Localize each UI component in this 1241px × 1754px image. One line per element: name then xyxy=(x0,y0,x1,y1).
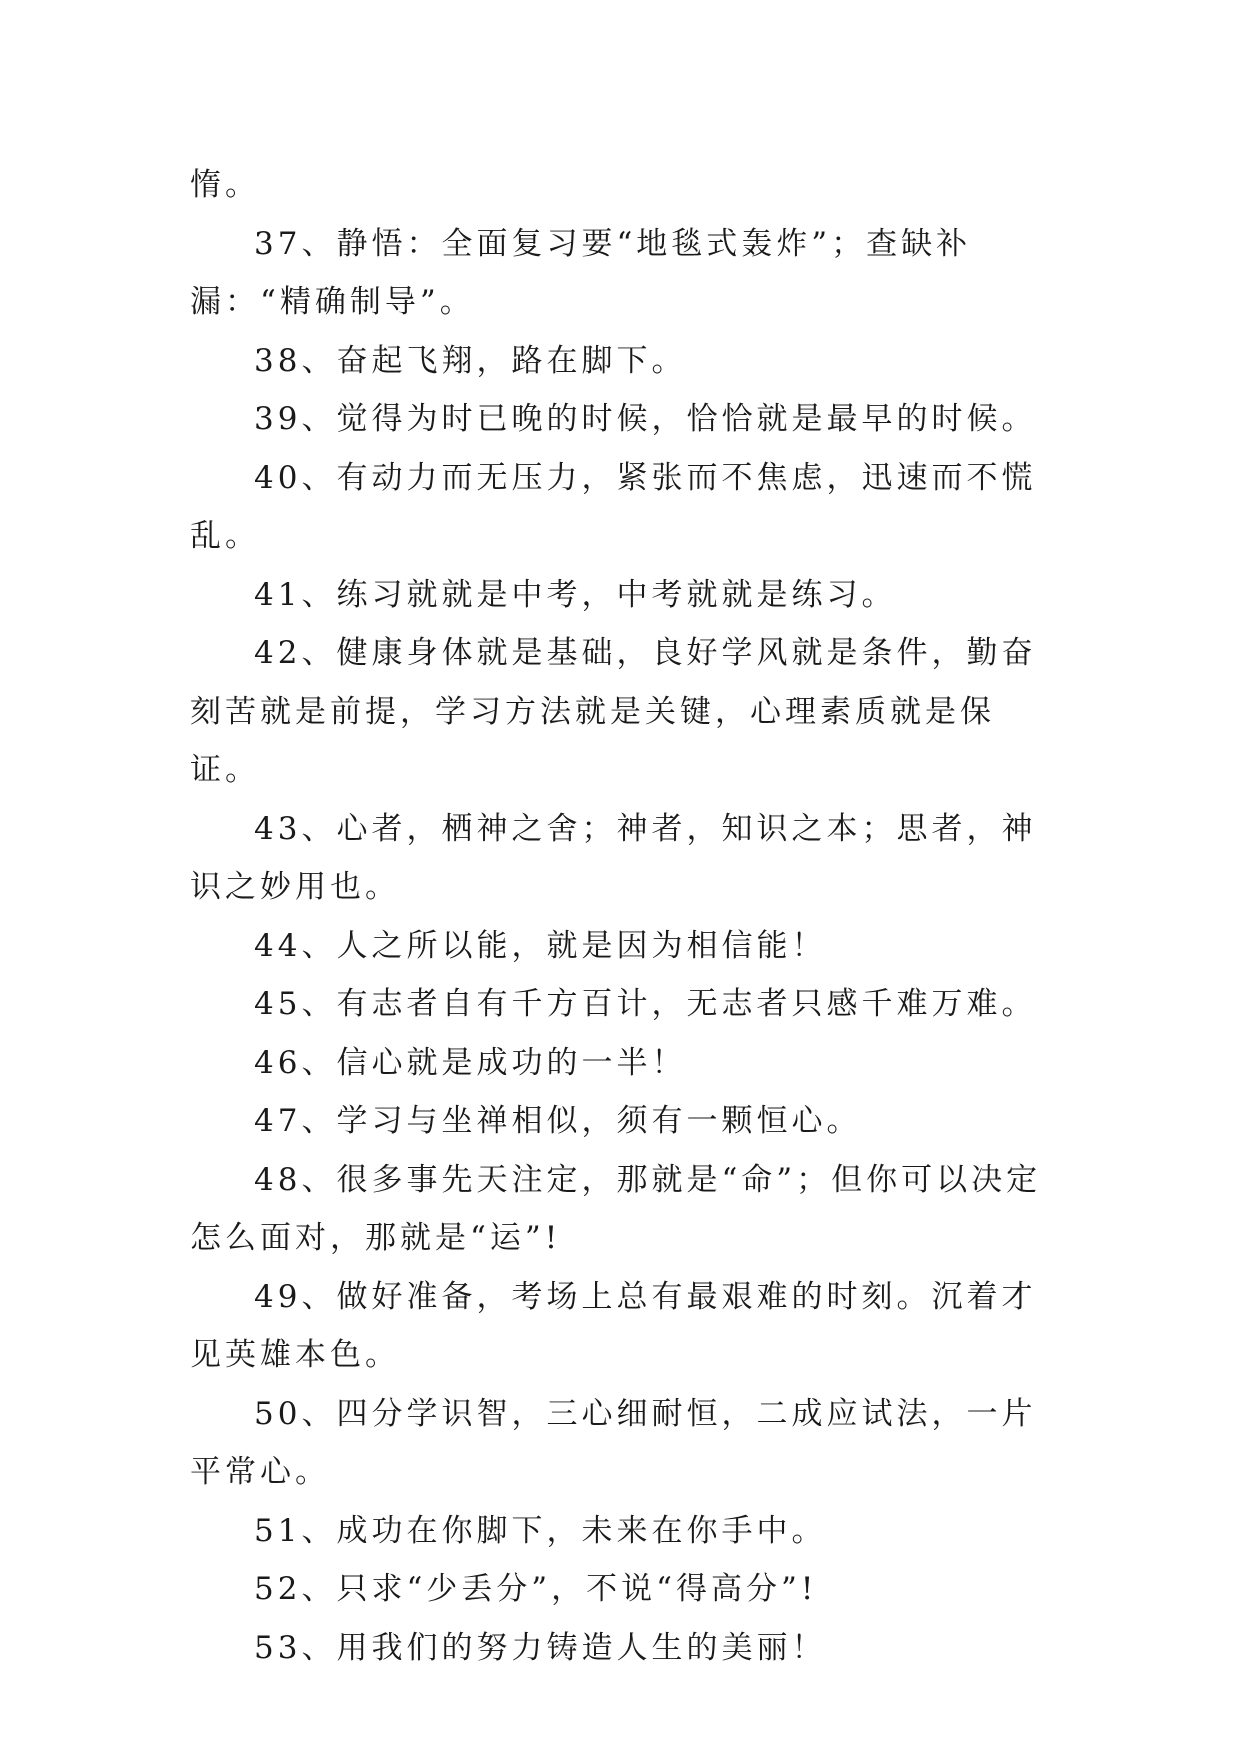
paragraph-item-51: 51、成功在你脚下，未来在你手中。 xyxy=(254,1512,827,1549)
paragraph-item-49: 49、做好准备，考场上总有最艰难的时刻。沉着才见英雄本色。 xyxy=(190,1278,1037,1373)
paragraph-item-39: 39、觉得为时已晚的时候，恰恰就是最早的时候。 xyxy=(254,401,1037,437)
paragraph-item-46: 46、信心就是成功的一半！ xyxy=(254,1044,687,1081)
paragraph-item-37: 37、静悟：全面复习要“地毯式轰炸”；查缺补漏：“精确制导”。 xyxy=(190,225,972,320)
paragraph-item-53: 53、用我们的努力铸造人生的美丽！ xyxy=(254,1629,827,1666)
paragraph-item-45: 45、有志者自有千方百计，无志者只感千难万难。 xyxy=(254,986,1037,1022)
paragraph-item-50: 50、四分学识智，三心细耐恒，二成应试法，一片平常心。 xyxy=(190,1395,1037,1490)
paragraph-item-38: 38、奋起飞翔，路在脚下。 xyxy=(254,342,687,379)
paragraph-item-43: 43、心者，栖神之舍；神者，知识之本；思者，神识之妙用也。 xyxy=(190,810,1037,905)
paragraph-item-41: 41、练习就就是中考，中考就就是练习。 xyxy=(254,576,897,613)
paragraph-item-40: 40、有动力而无压力，紧张而不焦虑，迅速而不慌乱。 xyxy=(190,459,1037,554)
paragraph-item-48: 48、很多事先天注定，那就是“命”；但你可以决定怎么面对，那就是“运”! xyxy=(190,1161,1042,1256)
paragraph-item-47: 47、学习与坐禅相似，须有一颗恒心。 xyxy=(254,1103,862,1139)
paragraph-continuation: 惰。 xyxy=(190,167,260,203)
paragraph-item-52: 52、只求“少丢分”，不说“得高分”! xyxy=(254,1571,818,1607)
paragraph-item-42: 42、健康身体就是基础，良好学风就是条件，勤奋刻苦就是前提，学习方法就是关键，心理素质就是保证。 xyxy=(190,635,1037,788)
document-body xyxy=(190,156,1050,1677)
paragraph-item-44: 44、人之所以能，就是因为相信能！ xyxy=(254,927,827,964)
